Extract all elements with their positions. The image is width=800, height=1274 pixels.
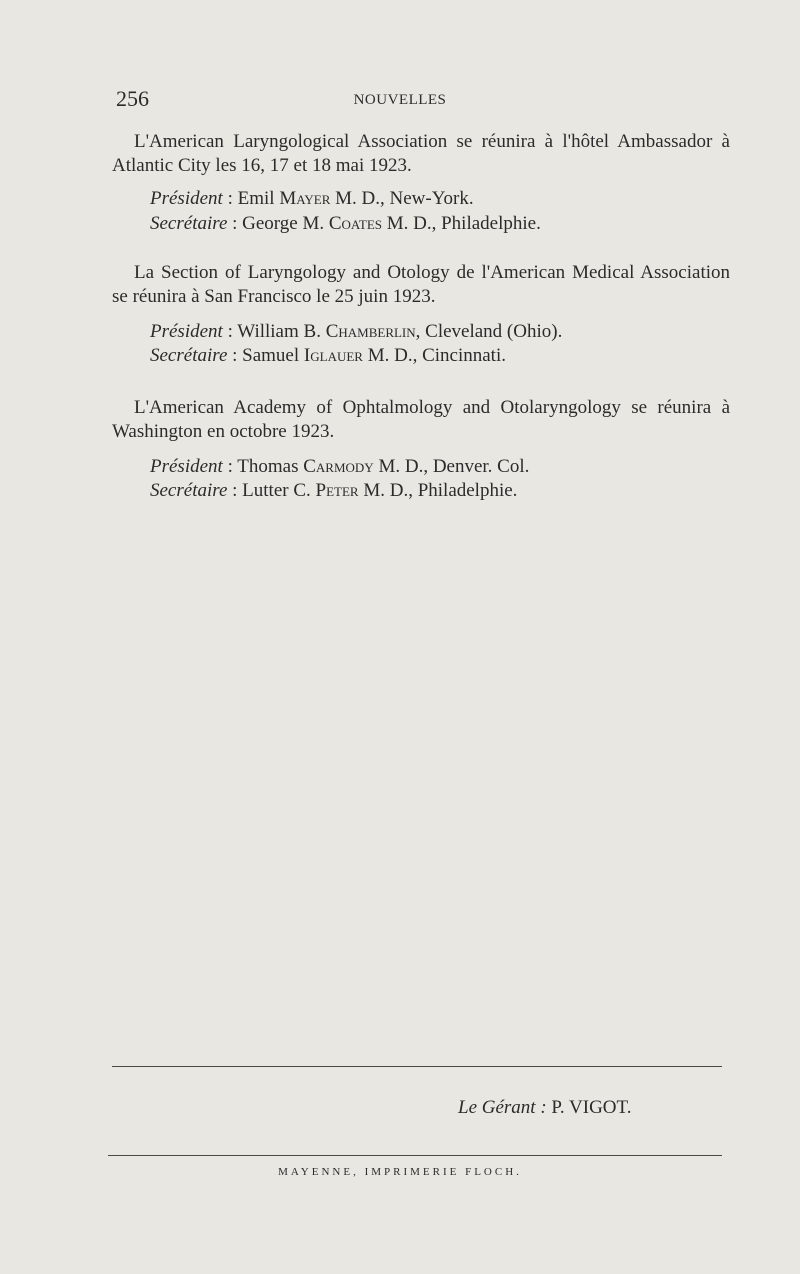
announcement-paragraph: L'American Laryngological Association se réunira à l'hôtel Ambassador à Atlantic City les 16, 17 et 18 mai 1923. xyxy=(112,131,730,176)
manager-signature xyxy=(458,1097,631,1119)
person-surname: Coates xyxy=(328,213,382,234)
president-line: Président : William B. Chamberlin, Cleveland (Ohio). xyxy=(150,321,563,342)
person-first-name: William B. xyxy=(237,321,321,342)
secretary-line: Secrétaire : Samuel Iglauer M. D., Cincinnati. xyxy=(150,345,506,366)
divider-rule xyxy=(112,1066,722,1067)
person-surname: Iglauer xyxy=(303,345,363,366)
role-label: Président xyxy=(150,456,223,477)
secretary-line: Secrétaire : George M. Coates M. D., Philadelphie. xyxy=(150,213,541,234)
person-details: M. D., New-York. xyxy=(335,188,474,209)
person-first-name: Samuel xyxy=(242,345,300,366)
person-surname: Carmody xyxy=(303,456,374,477)
role-label: Secrétaire xyxy=(150,213,228,234)
role-label: Secrétaire xyxy=(150,480,228,501)
person-details: M. D., Philadelphie. xyxy=(386,213,541,234)
role-label: Président xyxy=(150,188,223,209)
person-details: M. D., Philadelphie. xyxy=(363,480,518,501)
person-details: M. D., Cincinnati. xyxy=(367,345,506,366)
role-label: Secrétaire xyxy=(150,345,228,366)
president-line: Président : Emil Mayer M. D., New-York. xyxy=(150,188,474,209)
person-first-name: Emil xyxy=(237,188,275,209)
page-number: 256 xyxy=(116,86,149,111)
person-surname: Mayer xyxy=(279,188,331,209)
person-first-name: Lutter C. xyxy=(242,480,311,501)
person-details: , Cleveland (Ohio). xyxy=(415,321,563,342)
person-first-name: George M. xyxy=(242,213,325,234)
secretary-line: Secrétaire : Lutter C. Peter M. D., Philadelphie. xyxy=(150,480,518,501)
person-details: M. D., Denver. Col. xyxy=(378,456,530,477)
announcement-paragraph: L'American Academy of Ophtalmology and Otolaryngology se réunira à Washington en octobre 1923. xyxy=(112,397,730,442)
announcement-paragraph: La Section of Laryngology and Otology de l'American Medical Association se réunira à San Francisco le 25 juin 1923. xyxy=(112,262,730,307)
divider-rule xyxy=(108,1155,722,1156)
manager-label: Le Gérant : xyxy=(458,1097,547,1118)
printer-imprint: MAYENNE, IMPRIMERIE FLOCH. xyxy=(278,1166,522,1178)
person-surname: Chamberlin xyxy=(325,321,416,342)
person-surname: Peter xyxy=(315,480,359,501)
running-title: NOUVELLES xyxy=(353,92,447,108)
person-first-name: Thomas xyxy=(237,456,299,477)
president-line: Président : Thomas Carmody M. D., Denver. Col. xyxy=(150,456,530,477)
manager-name: P. VIGOT. xyxy=(551,1097,632,1118)
role-label: Président xyxy=(150,321,223,342)
